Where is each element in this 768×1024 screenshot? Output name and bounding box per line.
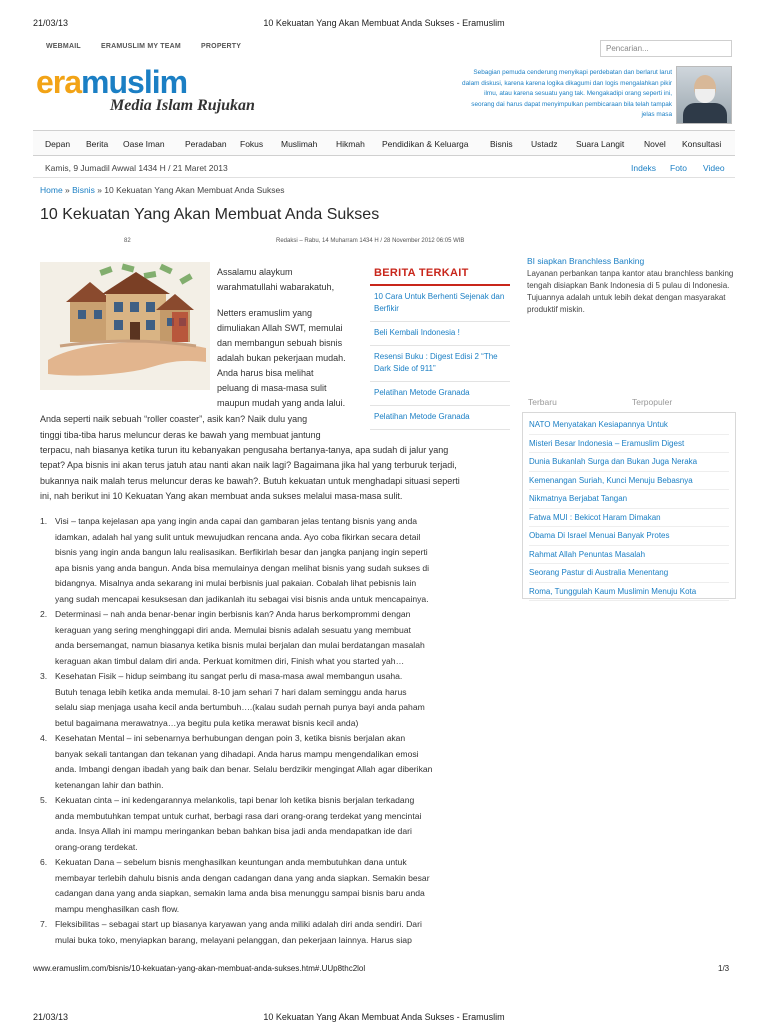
intro-line: warahmatullahi wabarakatuh, (217, 282, 335, 292)
list-line: apa bisnis yang anda bangun. Anda bisa memulainya dengan melihat bisnis yang sudah sukses di (55, 563, 430, 573)
logo-muslim-text: muslim (81, 64, 188, 100)
nav-item-bisnis[interactable]: Bisnis (490, 139, 513, 149)
portrait-body-shape (683, 103, 727, 124)
article-image (40, 262, 210, 390)
breadcrumb-separator: » (94, 185, 105, 195)
breadcrumb-current: 10 Kekuatan Yang Akan Membuat Anda Sukses (104, 185, 285, 195)
nav-item-berita[interactable]: Berita (86, 139, 109, 149)
link-foto[interactable]: Foto (670, 163, 688, 173)
tab-terbaru[interactable]: Terbaru (528, 397, 557, 407)
promo-text[interactable]: Sebagian pemuda cenderung menyikapi perdebatan dan berlarut larut dalam diskusi, karena karena logika dikagumi dan logis mengalahkan pikir ilmu, atau karena sesuatu yang tak. Mengakadipi orang seperti ini, seorang dai harus dapat menyimpulkan pembicaraan bila telah tampak jelas masa (462, 69, 672, 118)
list-line: Kekuatan cinta – ini kedengarannya melankolis, tapi benar loh ketika bisnis berjalan terkadang (55, 795, 415, 805)
list-line: Kesehatan Mental – ini sebenarnya berhubungan dengan poin 3, ketika bisnis berjalan akan (55, 733, 406, 743)
list-line: bisnis yang ingin anda bangun lalu realisasikan. Berfikirlah besar dan jangka panjang ingin seperti (55, 547, 428, 557)
news-tabs (522, 397, 736, 411)
intro-line: Anda harus bisa melihat (217, 368, 314, 378)
link-indeks[interactable]: Indeks (631, 163, 657, 173)
latest-news-item[interactable]: Seorang Pastur di Australia Menentang (529, 564, 729, 583)
list-number: 5. (40, 795, 48, 805)
side-news-summary: Layanan perbankan tanpa kantor atau branchless banking tengah disiapkan Bank Indonesia di 5 pulau di Indonesia. Tujuannya adalah untuk lebih dekat dengan masyarakat produktif miskin. (527, 269, 734, 314)
tab-terpopuler[interactable]: Terpopuler (632, 397, 673, 407)
logo-tagline: Media Islam Rujukan (110, 97, 255, 114)
intro-line: Netters eramuslim yang (217, 308, 313, 318)
related-news-item[interactable]: 10 Cara Untuk Berhenti Sejenak dan Berfikir (370, 286, 510, 322)
related-news-item[interactable]: Pelatihan Metode Granada (370, 382, 510, 406)
list-number: 6. (40, 857, 48, 867)
list-line: Visi – tanpa kejelasan apa yang ingin anda capai dan gambaran jelas tentang bisnis yang anda (55, 516, 417, 526)
list-line: mampu menghasilkan cash flow. (55, 904, 180, 914)
intro-line: Assalamu alaykum (217, 267, 293, 277)
intro-line: maupun mudah yang anda lalui. (217, 398, 346, 408)
top-link-myteam[interactable]: ERAMUSLIM MY TEAM (101, 43, 181, 50)
top-links (46, 43, 259, 50)
body-line: terpacu, nah biasanya ketika turun itu kebanyakan pengusaha bertanya-tanya, apa sudah di jalur yang (40, 445, 449, 455)
top-link-property[interactable]: PROPERTY (201, 43, 242, 50)
body-line: ini, nah berikut ini 10 Kekuatan Yang akan membuat anda sukses melalui masa-masa sulit. (40, 491, 403, 501)
list-line: banyak sekali tantangan dan tekanan yang dihadapi. Anda harus mampu mengendalikan emosi (55, 749, 419, 759)
print-footer (0, 1012, 768, 1024)
nav-item-pendidikan[interactable]: Pendidikan & Keluarga (382, 139, 469, 149)
print-footer-title: 10 Kekuatan Yang Akan Membuat Anda Sukses - Eramuslim (263, 1012, 505, 1022)
list-number: 2. (40, 609, 48, 619)
list-line: bidangnya. Misalnya anda sekarang ini mulai berbisnis jual pakaian. Cobalah lihat pebisnis lain (55, 578, 417, 588)
list-line: anda membutuhkan tempat untuk curhat, berbagi rasa dari orang-orang terdekat yang mencintai (55, 811, 422, 821)
current-date: Kamis, 9 Jumadil Awwal 1434 H / 21 Maret 2013 (45, 163, 228, 173)
related-news-title: BERITA TERKAIT (370, 262, 510, 286)
nav-item-suara-langit[interactable]: Suara Langit (576, 139, 625, 149)
site-logo[interactable] (36, 66, 256, 118)
list-line: cadangan dana yang anda siapkan, semakin lama anda bisa menunggu sampai bisnis baru anda (55, 888, 425, 898)
list-line: ketenangan lahir dan bathin. (55, 780, 164, 790)
nav-item-muslimah[interactable]: Muslimah (281, 139, 318, 149)
main-nav (33, 130, 735, 156)
breadcrumb-separator: » (62, 185, 73, 195)
latest-news-item[interactable]: Dunia Bukanlah Surga dan Bukan Juga Neraka (529, 453, 729, 472)
latest-news-item[interactable]: Nikmatnya Berjabat Tangan (529, 490, 729, 509)
list-number: 4. (40, 733, 48, 743)
nav-item-peradaban[interactable]: Peradaban (185, 139, 227, 149)
breadcrumb-bisnis[interactable]: Bisnis (72, 185, 95, 195)
latest-news-item[interactable]: Obama Di Israel Menuai Banyak Protes (529, 527, 729, 546)
article-byline: Redaksi – Rabu, 14 Muharram 1434 H / 28 November 2012 06:05 WIB (276, 238, 465, 244)
related-news-item[interactable]: Pelatihan Metode Granada (370, 406, 510, 430)
date-bar (33, 160, 735, 178)
body-line: tepat? Apa bisnis ini akan terus jatuh atau nanti akan naik lagi? Bagaimana jika hal yang terburuk terjadi, (40, 460, 457, 470)
print-header (0, 18, 768, 30)
print-footer-date: 21/03/13 (33, 1012, 69, 1022)
top-link-webmail[interactable]: WEBMAIL (46, 43, 81, 50)
nav-item-oase-iman[interactable]: Oase Iman (123, 139, 165, 149)
list-line: Kesehatan Fisik – hidup seimbang itu sangat perlu di masa-masa awal membangun usaha. (55, 671, 403, 681)
latest-news-item[interactable]: Roma, Tunggulah Kaum Muslimin Menuju Kota (529, 583, 729, 602)
list-line: keraguan yang sering menghinggapi diri anda. Memulai bisnis adalah sesuatu yang membuat (55, 625, 411, 635)
latest-news-item[interactable]: Misteri Besar Indonesia – Eramuslim Digest (529, 435, 729, 454)
related-news-box (370, 262, 510, 430)
page-number: 1/3 (718, 964, 730, 973)
latest-news-item[interactable]: NATO Menyatakan Kesiapannya Untuk (529, 416, 729, 435)
related-news-item[interactable]: Beli Kembali Indonesia ! (370, 322, 510, 346)
breadcrumb (40, 185, 284, 195)
link-video[interactable]: Video (703, 163, 725, 173)
body-line: tinggi tiba-tiba harus meluncur deras ke bawah yang membuat jantung (40, 430, 321, 440)
list-line: keraguan akan timbul dalam diri anda. Perkuat komitmen diri, Finish what you started yah… (55, 656, 405, 666)
house-on-hand-illustration (40, 262, 210, 390)
nav-item-depan[interactable]: Depan (45, 139, 71, 149)
promo-portrait-image[interactable] (676, 66, 732, 124)
related-news-item[interactable]: Resensi Buku : Digest Edisi 2 “The Dark Side of 911” (370, 346, 510, 382)
list-line: anda. Imbangi dengan ibadah yang baik dan benar. Selalu berdzikir mengingat Allah agar diberikan (55, 764, 433, 774)
list-line: Determinasi – nah anda benar-benar ingin berbisnis kan? Anda harus berkomprommi dengan (55, 609, 411, 619)
portrait-beard-shape (695, 89, 715, 103)
list-line: selalu siap menjaga usaha kecil anda bertumbuh….(kalau sudah pernah punya bayi anda paham (55, 702, 425, 712)
list-number: 3. (40, 671, 48, 681)
intro-line: peluang di masa-masa sulit (217, 383, 327, 393)
intro-line: dan membangun sebuah bisnis (217, 338, 343, 348)
side-news (527, 255, 737, 316)
nav-item-fokus[interactable]: Fokus (240, 139, 264, 149)
list-line: betul bagaimana merawatnya…ya begitu pula ketika merawat bisnis kecil anda) (55, 718, 359, 728)
latest-news-item[interactable]: Fatwa MUI : Bekicot Haram Dimakan (529, 509, 729, 528)
latest-news-list (522, 412, 736, 599)
footer-url: www.eramuslim.com/bisnis/10-kekuatan-yang-akan-membuat-anda-sukses.htm#.UUp8thc2lol (33, 964, 366, 973)
nav-item-hikmah[interactable]: Hikmah (336, 139, 365, 149)
list-line: anda. Insya Allah ini mampu meringankan beban bahkan bisa jadi anda mendapatkan ide dari (55, 826, 412, 836)
intro-line: dimuliakan Allah SWT, memulai (217, 323, 343, 333)
nav-item-ustadz[interactable]: Ustadz (531, 139, 558, 149)
print-title: 10 Kekuatan Yang Akan Membuat Anda Sukses - Eramuslim (263, 18, 505, 28)
list-line: Butuh tenaga lebih ketika anda memulai. 8-10 jam sehari 7 hari dalam seminggu anda harus (55, 687, 407, 697)
latest-news-item[interactable]: Kemenangan Suriah, Kunci Menuju Bebasnya (529, 472, 729, 491)
nav-item-konsultasi[interactable]: Konsultasi (682, 139, 722, 149)
list-line: mulai buka toko, menyiapkan barang, melayani pelanggan, dan pekerjaan lainnya. Harus siap (55, 935, 412, 945)
latest-news-item[interactable]: Rahmat Allah Penuntas Masalah (529, 546, 729, 565)
breadcrumb-home[interactable]: Home (40, 185, 63, 195)
list-line: Fleksibilitas – sebagai start up biasanya karyawan yang anda miliki adalah diri anda sendiri. Dari (55, 919, 422, 929)
nav-item-novel[interactable]: Novel (644, 139, 666, 149)
list-number: 1. (40, 516, 48, 526)
list-line: yang sudah mencapai kesuksesan dan jadikanlah itu sebagai visi bisnis anda untuk mencapainya. (55, 594, 429, 604)
print-date: 21/03/13 (33, 18, 69, 28)
logo-era-text: era (36, 64, 82, 100)
body-line: Anda seperti naik sebuah “roller coaster”, asik kan? Naik dulu yang (40, 414, 308, 424)
search-input[interactable]: Pencarian... (600, 40, 732, 57)
list-line: idamkan, adalah hal yang sulit untuk mewujudkan rencana anda. Ayo coba fikirkan secara detail (55, 532, 421, 542)
intro-line: adalah bukan pekerjaan mudah. (217, 353, 346, 363)
share-count: 82 (124, 238, 131, 244)
body-line: bukannya naik malah terus meluncur deras ke bawah?. Butuh kekuatan untuk menghadapi situasi seperti (40, 476, 460, 486)
article-title: 10 Kekuatan Yang Akan Membuat Anda Sukses (40, 206, 380, 223)
side-news-title[interactable]: BI siapkan Branchless Banking (527, 256, 645, 266)
list-line: anda bersemangat, namun biasanya ketika bisnis mulai berjalan dan mulai berdatangan masalah (55, 640, 425, 650)
list-line: orang-orang terdekat. (55, 842, 138, 852)
list-line: Kekuatan Dana – sebelum bisnis menghasilkan keuntungan anda membutuhkan dana untuk (55, 857, 407, 867)
list-number: 7. (40, 919, 48, 929)
list-line: membayar terlebih dahulu bisnis anda dengan cadangan dana yang anda siapkan. Semakin besar (55, 873, 430, 883)
